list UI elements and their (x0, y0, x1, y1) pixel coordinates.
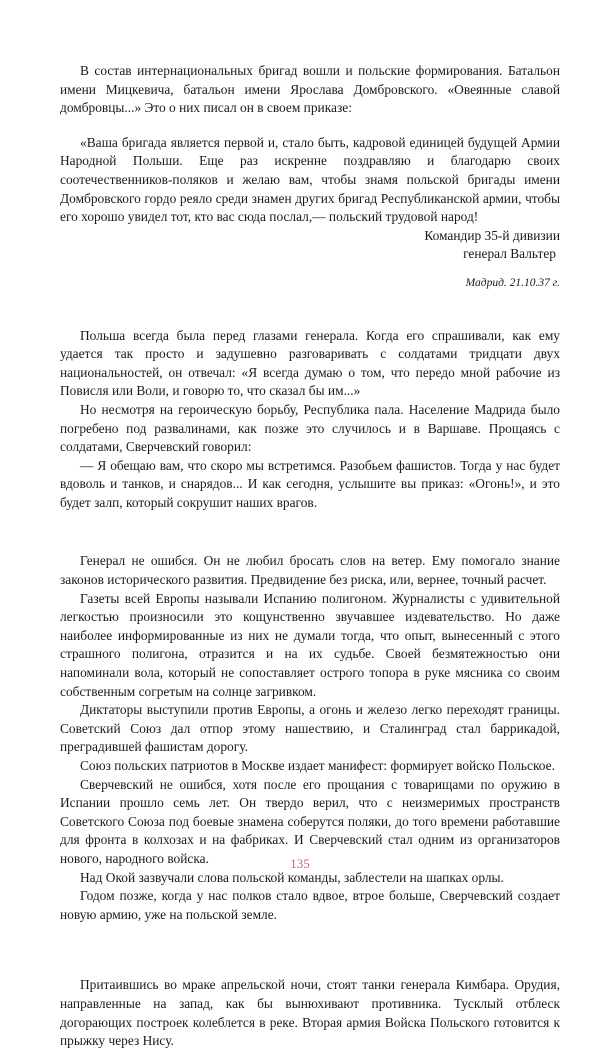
paragraph-general-right: Генерал не ошибся. Он не любил бросать слов на ветер. Ему помогало знание законов исторического развития. Предвидение без риска, или, вернее, точный расчет. (60, 553, 560, 588)
paragraph-year-later: Годом позже, когда у нас полков стало вдвое, втрое больше, Сверчевский создает новую армию, уже на польской земле. (60, 888, 560, 922)
paragraph-brigades: В состав интернациональных бригад вошли и польские формирования. Батальон имени Мицкевича, батальон имени Ярослава Домбровского. «Овеянные славой домбровцы...» Это о них писал он в своем приказе: (60, 63, 560, 116)
order-quote: «Ваша бригада является первой и, стало быть, кадровой единицей будущей Армии Народной Польши. Еще раз искренне поздравляю и благодарю своих соотечественников-поляков и желаю вам, чтобы знамя польской бригады имени Домбровского гордо реяло среди знамен других бригад Республиканской армии, чтобы его хорошо увидел тот, кто вас сюда послал,— польский трудовой народ! (60, 134, 560, 225)
paragraph-republic-fell: Но несмотря на героическую борьбу, Республика пала. Население Мадрида было погребено под развалинами, как позже это случилось и в Варшаве. Прощаясь с солдатами, Сверчевский говорил: (60, 401, 560, 455)
page-body (60, 62, 560, 1051)
paragraph-union: Союз польских патриотов в Москве издает манифест: формирует войско Польское. (80, 758, 555, 773)
paragraph-newspapers: Газеты всей Европы называли Испанию полигоном. Журналисты с удивительной легкостью произносили это кощунственно звучавшее издевательство. Но даже наиболее информированные из них не думали тогда, что опыт, вынесенный с этого страшного полигона, отразится и на их судьбе. Своей безмятежностью они напоминали вола, который не сопоставляет острого топора в руке мясника со своим собственным согретым на солнце загривком. (60, 590, 560, 699)
paragraph-not-mistaken: Сверчевский не ошибся, хотя после его прощания с товарищами по оружию в Испании прошло семь лет. Он твердо верил, что с неизмеримых пространств Советского Союза под боевые знамена соберутся поляки, до того времени работавшие для фронта в колхозах и на фабриках. И Сверчевский стал одним из организаторов нового, народного войска. (60, 776, 560, 866)
paragraph-dictators: Диктаторы выступили против Европы, а огонь и железо легко переходят границы. Советский Союз дал отпор этому нашествию, и Сталинград стал баррикадой, преградившей фашистам дорогу. (60, 702, 560, 755)
signature-commander: Командир 35-й дивизии (424, 227, 560, 243)
page-number: 135 (290, 856, 310, 871)
paragraph-oka: Над Окой зазвучали слова польской команды, заблестели на шапках орлы. (80, 869, 504, 885)
dateline: Мадрид. 21.10.37 г. (465, 276, 560, 289)
paragraph-poland: Польша всегда была перед глазами генерала. Когда его спрашивали, как ему удается так просто и задушевно разговаривать с солдатами тридцати двух национальностей, он отвечал: «Я всегда думаю о том, что передо мной рабочие из Повисля или Воли, и говорю то, что сказал бы им...» (60, 327, 560, 399)
signature-general: генерал Вальтер (463, 246, 556, 262)
paragraph-april-night: Притаившись во мраке апрельской ночи, стоят танки генерала Кимбара. Орудия, направленные на запад, как бы вынюхивают противника. Тусклый отблеск догорающих построек колеблется в реке. Вторая армия Войска Польского готовится к прыжку через Нису. (60, 977, 560, 1049)
paragraph-promise: — Я обещаю вам, что скоро мы встретимся. Разобьем фашистов. Тогда у нас будет вдоволь и танков, и снарядов... И как сегодня, услышите вы приказ: «Огонь!», и это будет залп, который сокрушит наших врагов. (60, 457, 560, 510)
